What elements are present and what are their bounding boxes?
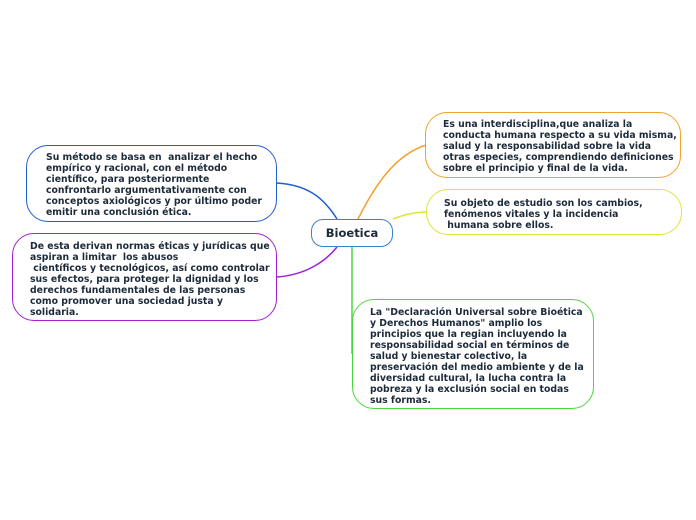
connector-normas [277, 247, 337, 277]
connector-metodo [277, 183, 337, 219]
topic-metodo-text: Su método se basa en analizar el hecho empírico y racional, con el método científico, para posteriormente confrontarlo argumentativamente con conceptos axiológicos y por último poder emitir una conclusión ética. [46, 152, 263, 218]
topic-metodo[interactable] [26, 145, 277, 222]
topic-normas-text: De esta derivan normas éticas y jurídicas que aspiran a limitar los abusos científicos y tecnológicos, así como controlar sus efectos, para proteger la dignidad y los derechos fundamentales de las personas como promover una sociedad justa y solidaria. [30, 241, 270, 318]
connector-interdisciplina [358, 145, 426, 219]
topic-interdisciplina-text: Es una interdisciplina,que analiza la conducta humana respecto a su vida misma, salud y la responsabilidad sobre la vida otras especies, comprendiendo definiciones sobre el principio y final de la vida. [443, 119, 677, 174]
topic-objeto-estudio[interactable] [426, 189, 682, 235]
topic-declaracion-universal[interactable] [352, 299, 594, 409]
central-topic-bioetica[interactable]: Bioetica [311, 219, 393, 247]
topic-normas[interactable] [12, 233, 277, 321]
topic-objeto-estudio-text: Su objeto de estudio son los cambios, fenómenos vitales y la incidencia humana sobre ellos. [444, 198, 643, 231]
topic-interdisciplina[interactable] [425, 112, 681, 178]
connector-objeto [393, 212, 427, 219]
topic-declaracion-universal-text: La "Declaración Universal sobre Bioética y Derechos Humanos" amplio los principios que la regian incluyendo la responsabilidad social en términos de salud y bienestar colectivo, la preservación del medio ambiente y de la diversidad cultural, la lucha contra la pobreza y la exclusión social en todas sus formas. [370, 307, 584, 406]
